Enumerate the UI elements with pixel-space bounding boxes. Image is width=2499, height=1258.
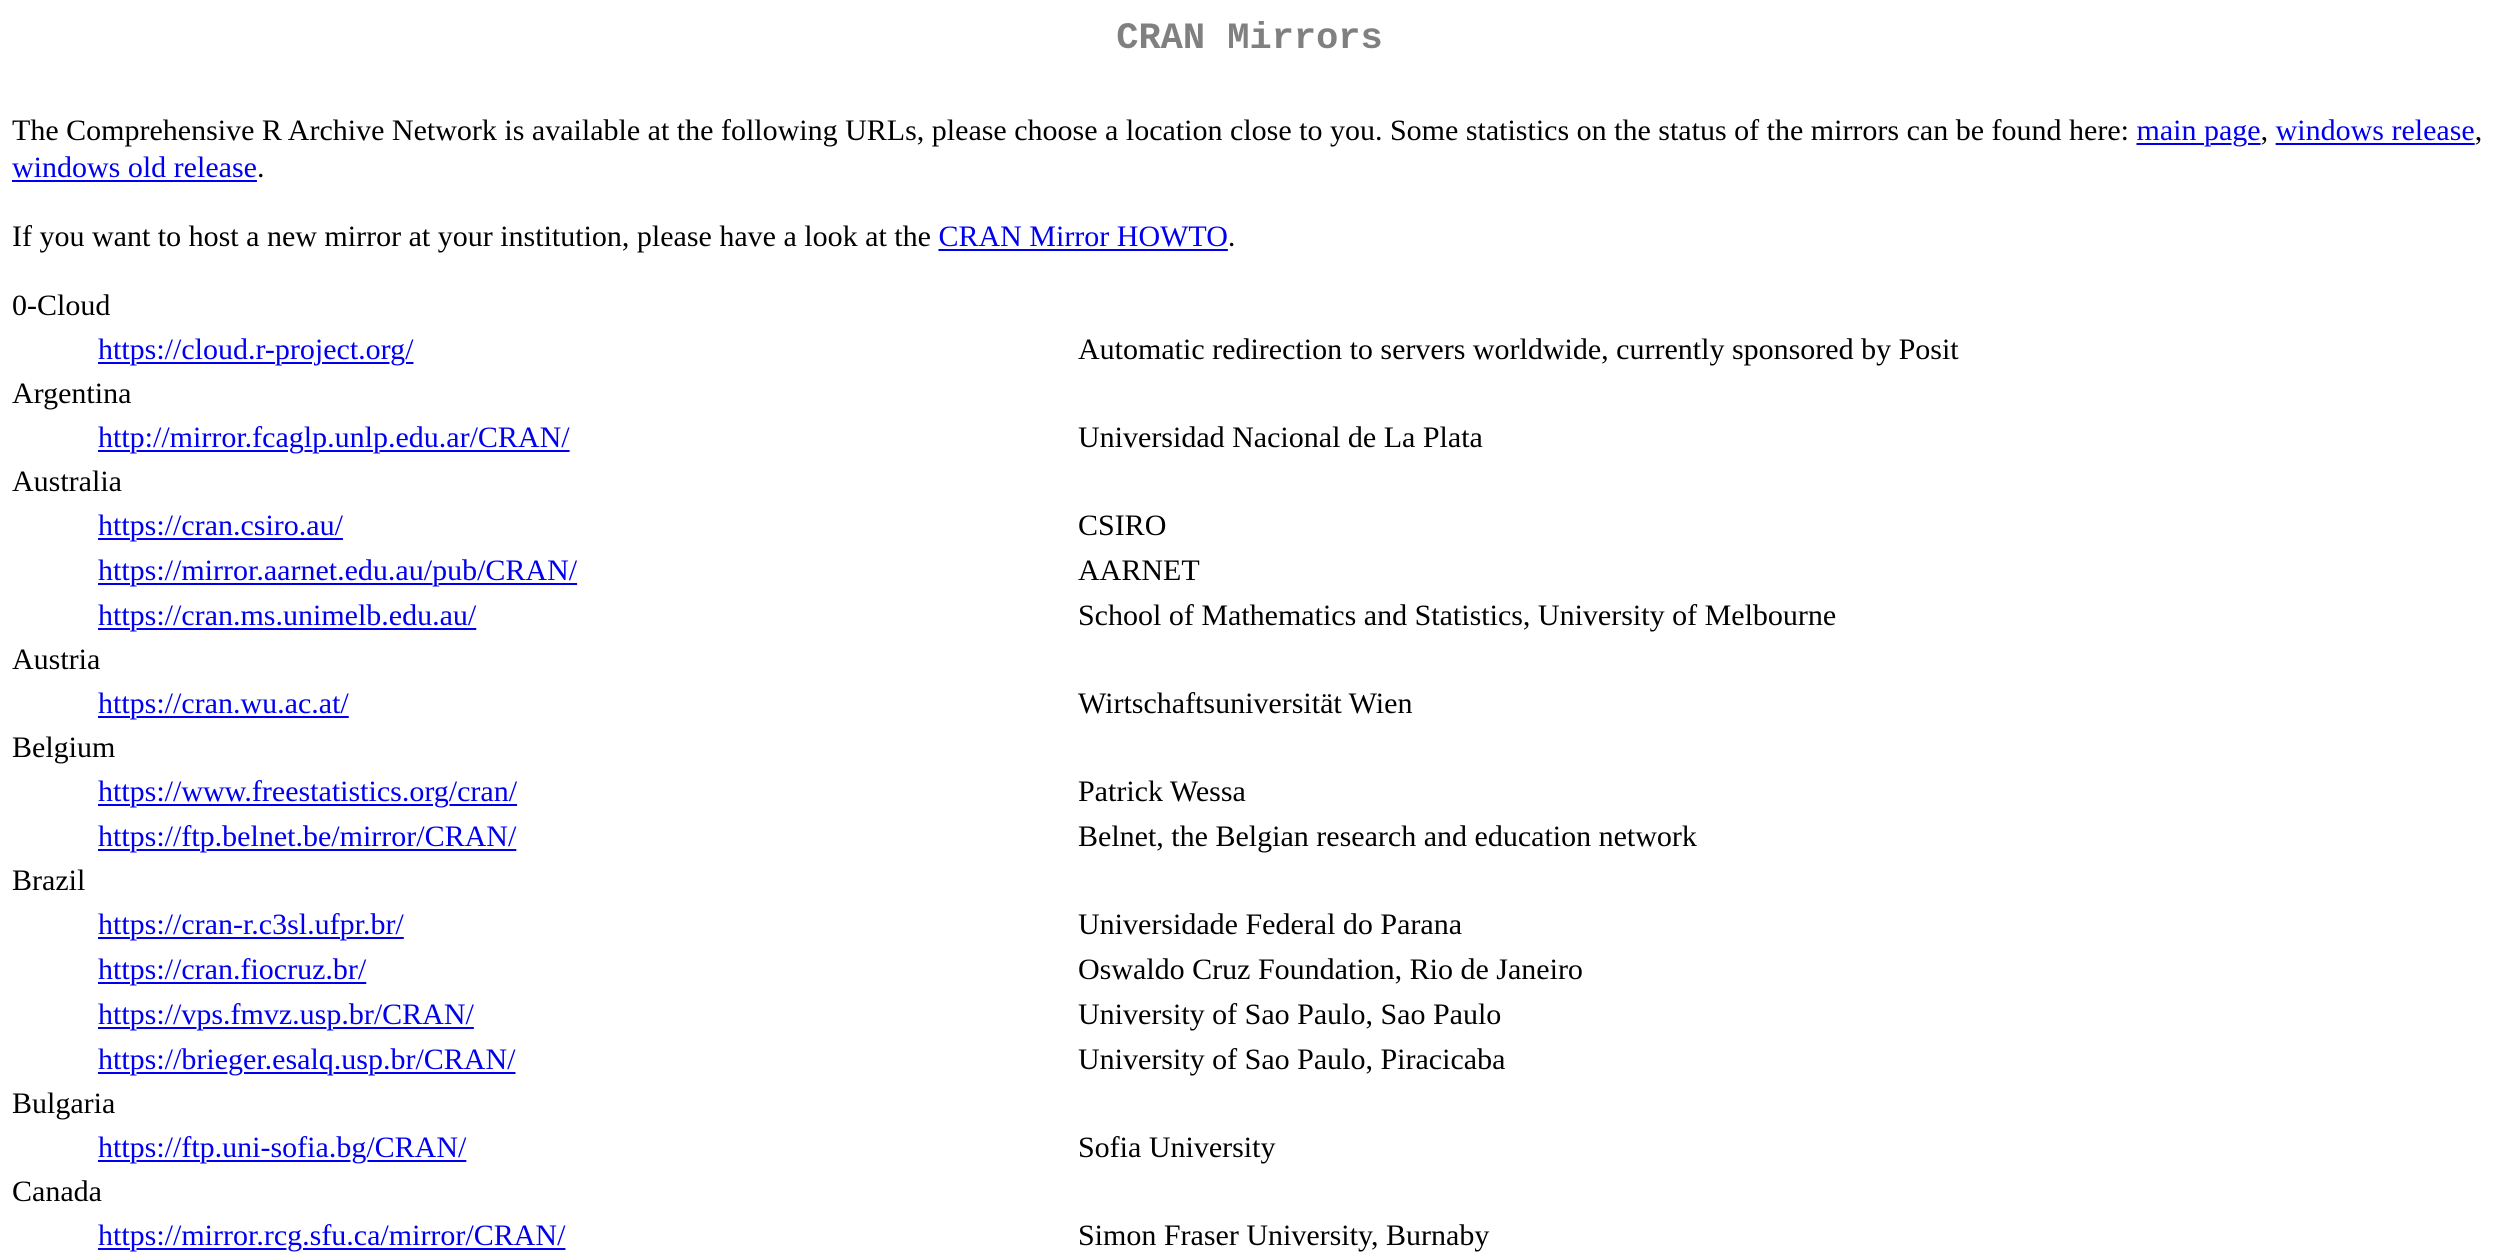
mirror-row xyxy=(12,548,1959,593)
mirror-link[interactable]: https://cran.csiro.au/ xyxy=(98,509,343,542)
country-name: Brazil xyxy=(12,864,86,897)
intro-separator: , xyxy=(2260,114,2276,147)
main-page-link[interactable]: main page xyxy=(2136,114,2261,147)
mirror-row xyxy=(12,503,1959,548)
country-row xyxy=(12,859,1959,902)
mirror-description: AARNET xyxy=(1078,554,1200,587)
country-row xyxy=(12,638,1959,681)
mirror-link[interactable]: https://mirror.aarnet.edu.au/pub/CRAN/ xyxy=(98,554,578,587)
mirror-description: Sofia University xyxy=(1078,1131,1276,1164)
mirror-url-cell xyxy=(12,992,1078,1037)
mirror-row xyxy=(12,1125,1959,1170)
country-row xyxy=(12,284,1959,327)
mirror-link[interactable]: https://cran.ms.unimelb.edu.au/ xyxy=(98,599,477,632)
mirror-link[interactable]: https://ftp.uni-sofia.bg/CRAN/ xyxy=(98,1131,467,1164)
country-name: Austria xyxy=(12,643,101,676)
mirror-url-cell xyxy=(12,503,1078,548)
intro-separator: , xyxy=(2474,114,2483,147)
mirror-description: University of Sao Paulo, Sao Paulo xyxy=(1078,998,1502,1031)
mirror-row xyxy=(12,902,1959,947)
intro-end: . xyxy=(256,151,265,184)
mirror-link[interactable]: https://cran.wu.ac.at/ xyxy=(98,687,349,720)
page-title: CRAN Mirrors xyxy=(1116,18,1383,60)
mirror-description: Automatic redirection to servers worldwide, currently sponsored by Posit xyxy=(1078,333,1959,366)
mirror-url-cell xyxy=(12,415,1078,460)
mirror-link[interactable]: http://mirror.fcaglp.unlp.edu.ar/CRAN/ xyxy=(98,421,570,454)
host-end: . xyxy=(1227,220,1236,253)
country-row xyxy=(12,1082,1959,1125)
mirror-link[interactable]: https://mirror.rcg.sfu.ca/mirror/CRAN/ xyxy=(98,1219,566,1252)
windows-old-release-link[interactable]: windows old release xyxy=(12,151,257,184)
mirror-row xyxy=(12,947,1959,992)
mirror-row xyxy=(12,593,1959,638)
windows-release-link[interactable]: windows release xyxy=(2275,114,2475,147)
mirror-row xyxy=(12,1213,1959,1258)
intro-text: The Comprehensive R Archive Network is available at the following URLs, please choose a location close to you. Some statistics on the status of the mirrors can be found here: xyxy=(12,114,2137,147)
mirror-description: Simon Fraser University, Burnaby xyxy=(1078,1219,1490,1252)
mirror-url-cell xyxy=(12,947,1078,992)
country-name: Belgium xyxy=(12,731,116,764)
mirror-table-body xyxy=(12,284,1959,1258)
host-text: If you want to host a new mirror at your institution, please have a look at the xyxy=(12,220,939,253)
mirror-description: University of Sao Paulo, Piracicaba xyxy=(1078,1043,1506,1076)
mirror-link[interactable]: https://cran.fiocruz.br/ xyxy=(98,953,367,986)
country-row xyxy=(12,460,1959,503)
mirror-link[interactable]: https://vps.fmvz.usp.br/CRAN/ xyxy=(98,998,474,1031)
country-row xyxy=(12,1170,1959,1213)
mirror-description: Belnet, the Belgian research and education network xyxy=(1078,820,1697,853)
mirror-table xyxy=(12,284,1959,1258)
mirror-description: Patrick Wessa xyxy=(1078,775,1246,808)
mirror-description: Universidade Federal do Parana xyxy=(1078,908,1463,941)
mirror-row xyxy=(12,327,1959,372)
mirror-description: CSIRO xyxy=(1078,509,1167,542)
mirror-howto-link[interactable]: CRAN Mirror HOWTO xyxy=(938,220,1228,253)
country-name: Argentina xyxy=(12,377,132,410)
mirror-row xyxy=(12,1037,1959,1082)
mirror-url-cell xyxy=(12,814,1078,859)
country-name: Bulgaria xyxy=(12,1087,116,1120)
intro-paragraph xyxy=(12,112,2487,186)
mirror-description: School of Mathematics and Statistics, University of Melbourne xyxy=(1078,599,1837,632)
mirror-url-cell xyxy=(12,1037,1078,1082)
mirror-row xyxy=(12,681,1959,726)
mirror-link[interactable]: https://cran-r.c3sl.ufpr.br/ xyxy=(98,908,404,941)
mirror-url-cell xyxy=(12,327,1078,372)
mirror-row xyxy=(12,415,1959,460)
mirror-description: Universidad Nacional de La Plata xyxy=(1078,421,1483,454)
mirror-url-cell xyxy=(12,769,1078,814)
mirror-url-cell xyxy=(12,902,1078,947)
country-row xyxy=(12,372,1959,415)
mirror-url-cell xyxy=(12,1213,1078,1258)
mirror-link[interactable]: https://brieger.esalq.usp.br/CRAN/ xyxy=(98,1043,516,1076)
host-paragraph xyxy=(12,218,2487,255)
mirror-url-cell xyxy=(12,1125,1078,1170)
country-name: Australia xyxy=(12,465,122,498)
mirror-link[interactable]: https://ftp.belnet.be/mirror/CRAN/ xyxy=(98,820,517,853)
country-name: Canada xyxy=(12,1175,102,1208)
mirror-description: Oswaldo Cruz Foundation, Rio de Janeiro xyxy=(1078,953,1583,986)
country-row xyxy=(12,726,1959,769)
mirror-row xyxy=(12,769,1959,814)
mirror-row xyxy=(12,992,1959,1037)
country-name: 0-Cloud xyxy=(12,289,111,322)
mirror-description: Wirtschaftsuniversität Wien xyxy=(1078,687,1413,720)
mirror-url-cell xyxy=(12,593,1078,638)
mirror-url-cell xyxy=(12,681,1078,726)
mirror-row xyxy=(12,814,1959,859)
mirror-url-cell xyxy=(12,548,1078,593)
mirror-link[interactable]: https://www.freestatistics.org/cran/ xyxy=(98,775,518,808)
mirror-link[interactable]: https://cloud.r-project.org/ xyxy=(98,333,414,366)
